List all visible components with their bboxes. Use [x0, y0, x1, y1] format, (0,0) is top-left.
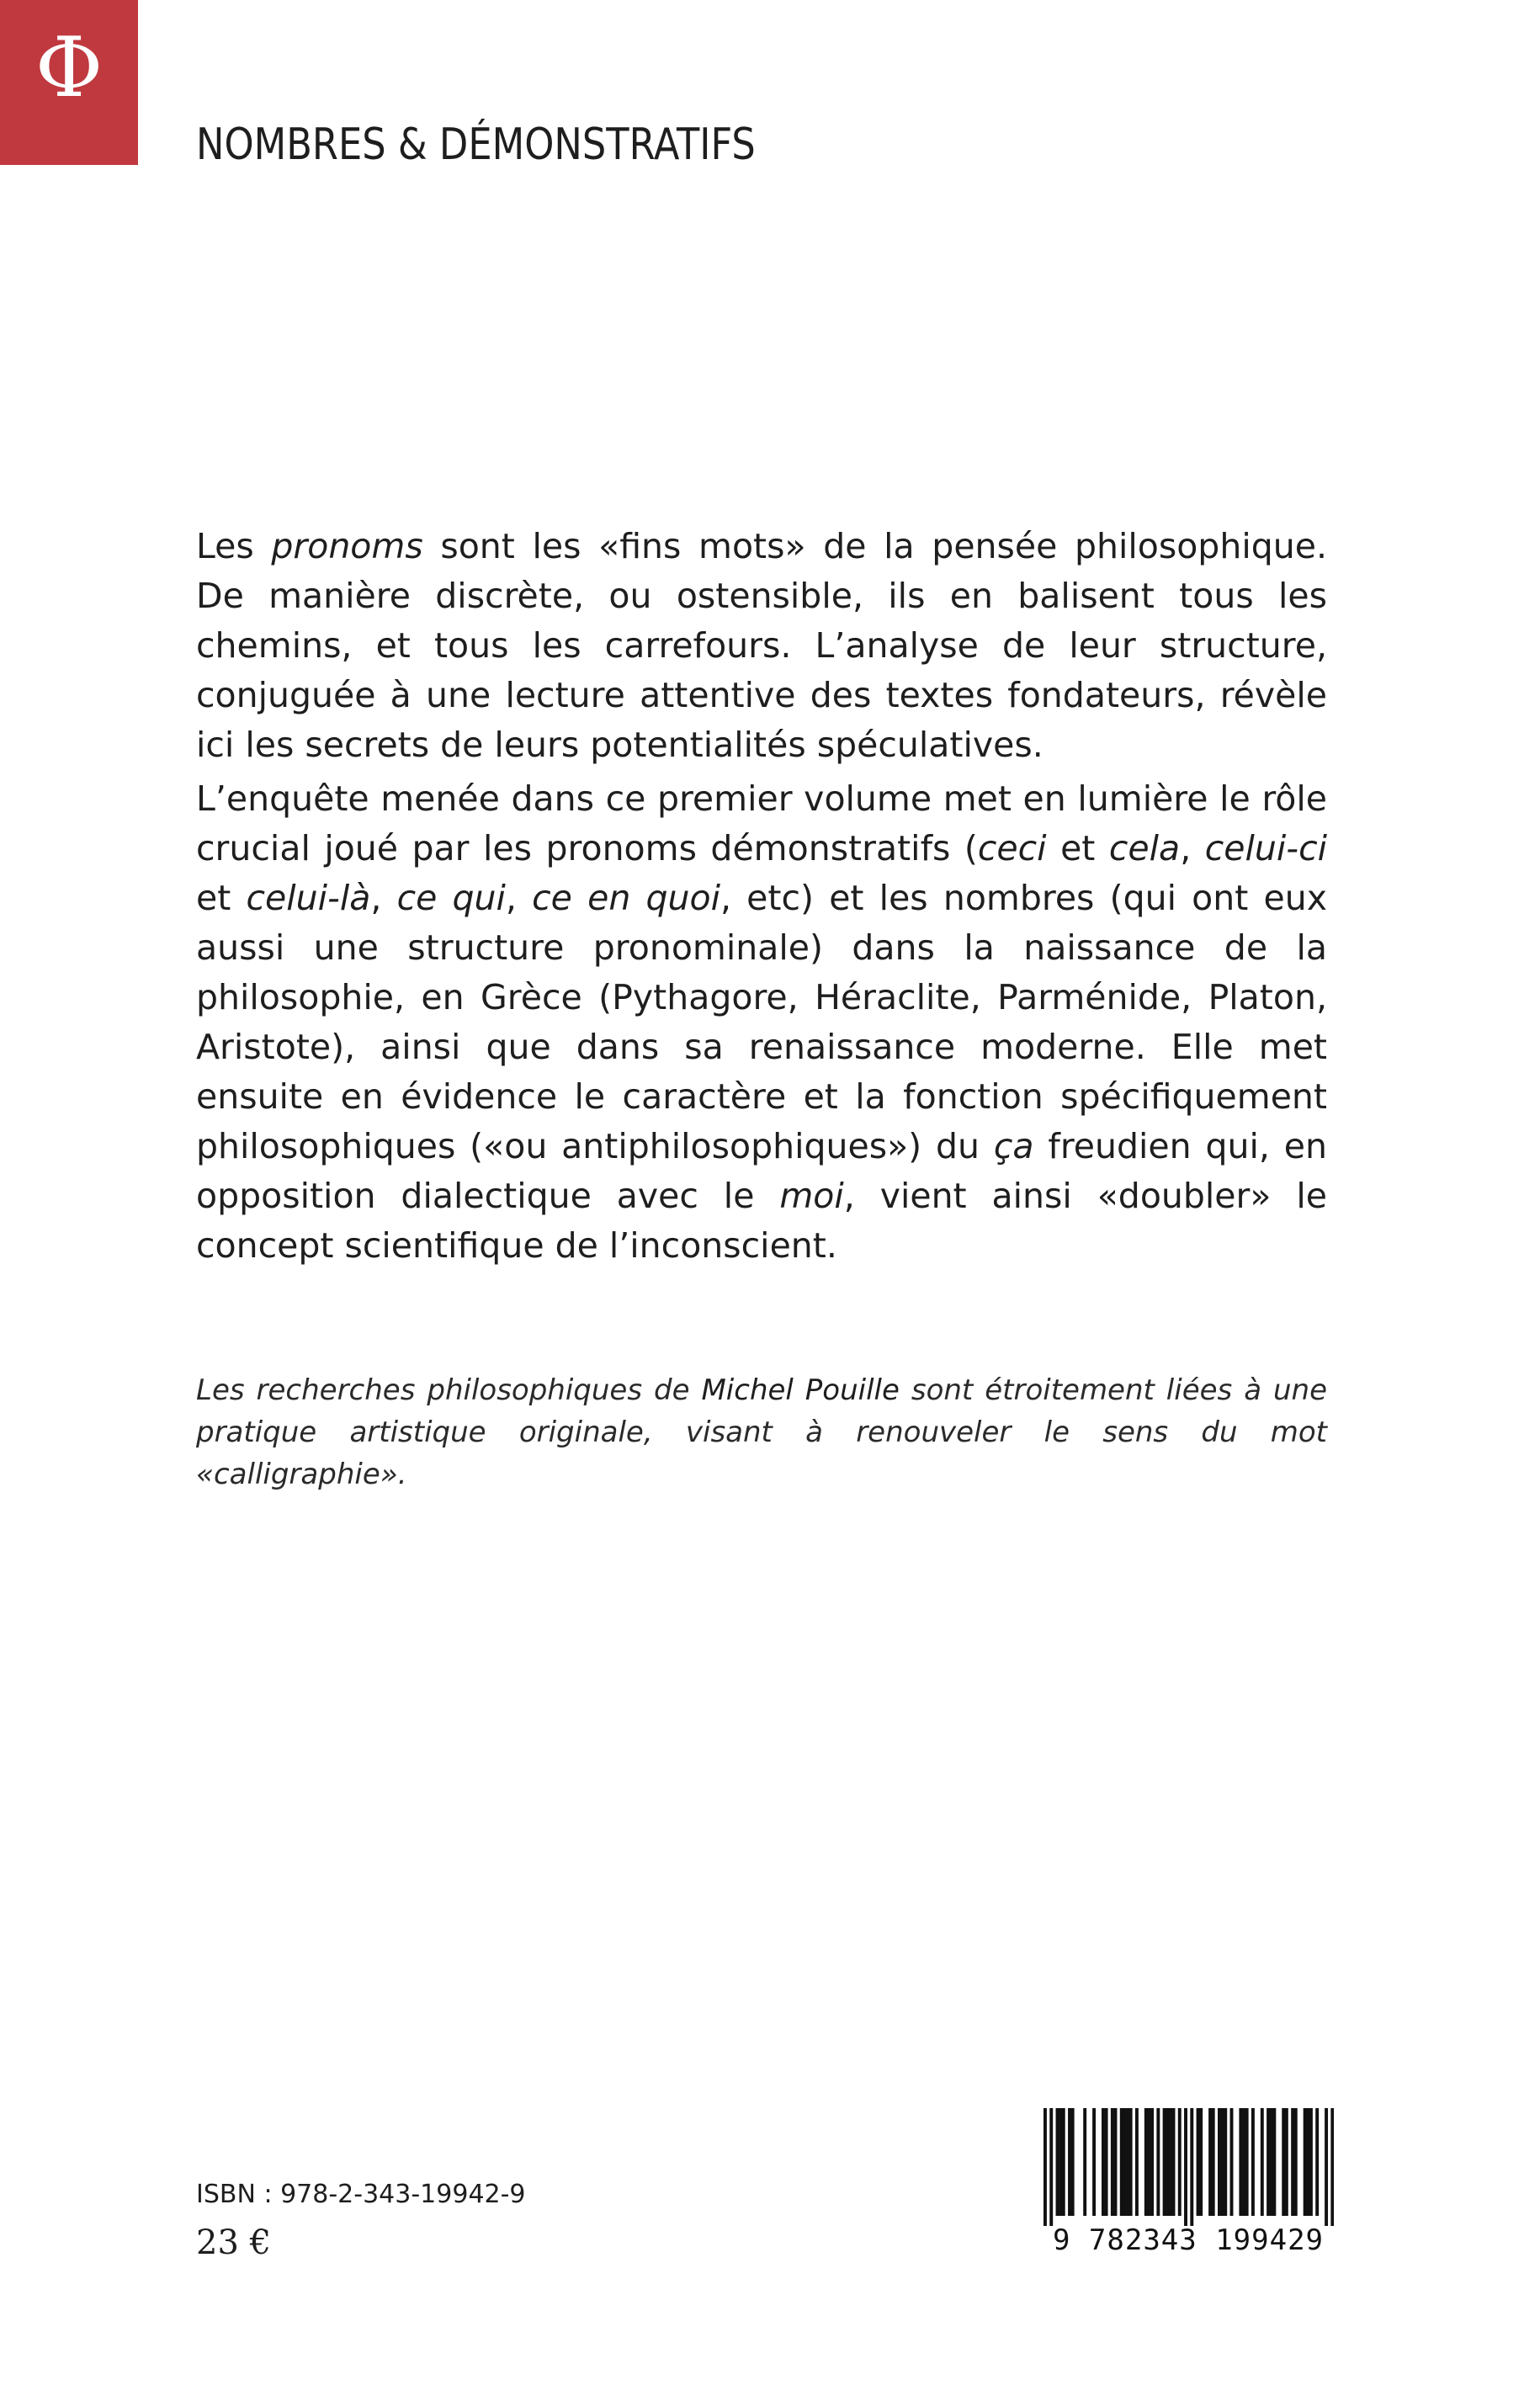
- barcode-bar: [1120, 2108, 1123, 2216]
- barcode-bar: [1123, 2108, 1126, 2216]
- barcode-bar: [1325, 2108, 1328, 2226]
- barcode-bar: [1144, 2108, 1148, 2216]
- barcode-bar: [1166, 2108, 1169, 2216]
- barcode-bar: [1224, 2108, 1227, 2216]
- barcode-bar: [1083, 2108, 1086, 2216]
- barcode-bar: [1282, 2108, 1285, 2216]
- barcode-bar: [1056, 2108, 1059, 2216]
- barcode-bar: [1315, 2108, 1319, 2216]
- barcode-bar: [1092, 2108, 1096, 2216]
- barcode-bar: [1267, 2108, 1270, 2216]
- barcode-bar: [1239, 2108, 1242, 2216]
- barcode-bar: [1068, 2108, 1071, 2216]
- barcode-bar: [1172, 2108, 1176, 2216]
- barcode-bar: [1212, 2108, 1215, 2216]
- barcode-bar: [1309, 2108, 1313, 2216]
- barcode-bar: [1059, 2108, 1062, 2216]
- isbn-label: ISBN : 978-2-343-19942-9: [196, 2180, 526, 2209]
- barcode-bar: [1043, 2108, 1047, 2226]
- barcode-bar: [1208, 2108, 1212, 2216]
- book-title: NOMBRES & DÉMONSTRATIFS: [196, 120, 756, 170]
- barcode-bar: [1049, 2108, 1053, 2226]
- barcode-bar: [1306, 2108, 1309, 2216]
- author-bio: Les recherches philosophiques de Michel Pouille sont étroitement liées à une pratique artistique originale, visant à renouveler le sens du mot «calligraphie».: [196, 1373, 1327, 1491]
- barcode-bar: [1221, 2108, 1224, 2216]
- barcode-bar: [1245, 2108, 1249, 2216]
- barcode-bar: [1251, 2108, 1255, 2216]
- barcode-bars: [1043, 2108, 1334, 2226]
- barcode-bar: [1242, 2108, 1245, 2216]
- barcode-bar: [1156, 2108, 1160, 2216]
- barcode-bar: [1285, 2108, 1288, 2216]
- phi-logo-icon: Φ: [35, 20, 104, 116]
- price-label: 23 €: [196, 2223, 272, 2262]
- summary-paragraph-2: L’enquête menée dans ce premier volume met en lumière le rôle crucial joué par les pronoms démonstratifs (ceci et cela, celui-ci et celui-là, ce qui, ce en quoi, etc) et les nombres (qui ont eux aussi une structure pronominale) dans la naissance de la philosophie, en Grèce (Pythagore, Héraclite, Parménide, Platon, Aristote), ainsi que dans sa renaissance moderne. Elle met ensuite en évidence le caractère et la fonction spécifiquement philosophiques («ou antiphilosophiques») du ça freudien qui, en opposition dialectique avec le moi, vient ainsi «doubler» le concept scientifique de l’inconscient.: [196, 778, 1328, 1266]
- barcode-bar: [1129, 2108, 1133, 2216]
- barcode-bar: [1270, 2108, 1273, 2216]
- barcode-bar: [1147, 2108, 1150, 2216]
- barcode-bar: [1135, 2108, 1139, 2216]
- barcode-bar: [1105, 2108, 1108, 2216]
- barcode-bar: [1218, 2108, 1221, 2216]
- publisher-logo: [0, 0, 138, 165]
- barcode-bar: [1272, 2108, 1276, 2216]
- barcode-bar: [1304, 2108, 1307, 2216]
- barcode-bar: [1197, 2108, 1200, 2216]
- barcode-bar: [1114, 2108, 1118, 2216]
- barcode-bar: [1190, 2108, 1193, 2226]
- barcode-bar: [1071, 2108, 1075, 2216]
- barcode-bar: [1184, 2108, 1187, 2226]
- barcode-bar: [1150, 2108, 1154, 2216]
- barcode-number: 9 782343 199429: [1052, 2223, 1325, 2257]
- summary-paragraph-1: Les pronoms sont les «fins mots» de la pensée philosophique. De manière discrète, ou ostensible, ils en balisent tous les chemins, et tous les carrefours. L’analyse de leur structure, conjuguée à une lecture attentive des textes fondateurs, révèle ici les secrets de leurs potentialités spéculatives.: [196, 526, 1327, 765]
- barcode-bar: [1230, 2108, 1234, 2216]
- barcode-bar: [1261, 2108, 1264, 2216]
- barcode-bar: [1062, 2108, 1065, 2216]
- barcode-bar: [1111, 2108, 1114, 2216]
- barcode-bar: [1126, 2108, 1129, 2216]
- author-name: Michel Pouille: [701, 1373, 900, 1407]
- barcode-bar: [1330, 2108, 1334, 2226]
- barcode-bar: [1163, 2108, 1166, 2216]
- barcode-bar: [1199, 2108, 1203, 2216]
- barcode-bar: [1102, 2108, 1105, 2216]
- barcode-bar: [1169, 2108, 1172, 2216]
- barcode-bar: [1294, 2108, 1298, 2216]
- barcode-bar: [1178, 2108, 1182, 2216]
- barcode-bar: [1291, 2108, 1294, 2216]
